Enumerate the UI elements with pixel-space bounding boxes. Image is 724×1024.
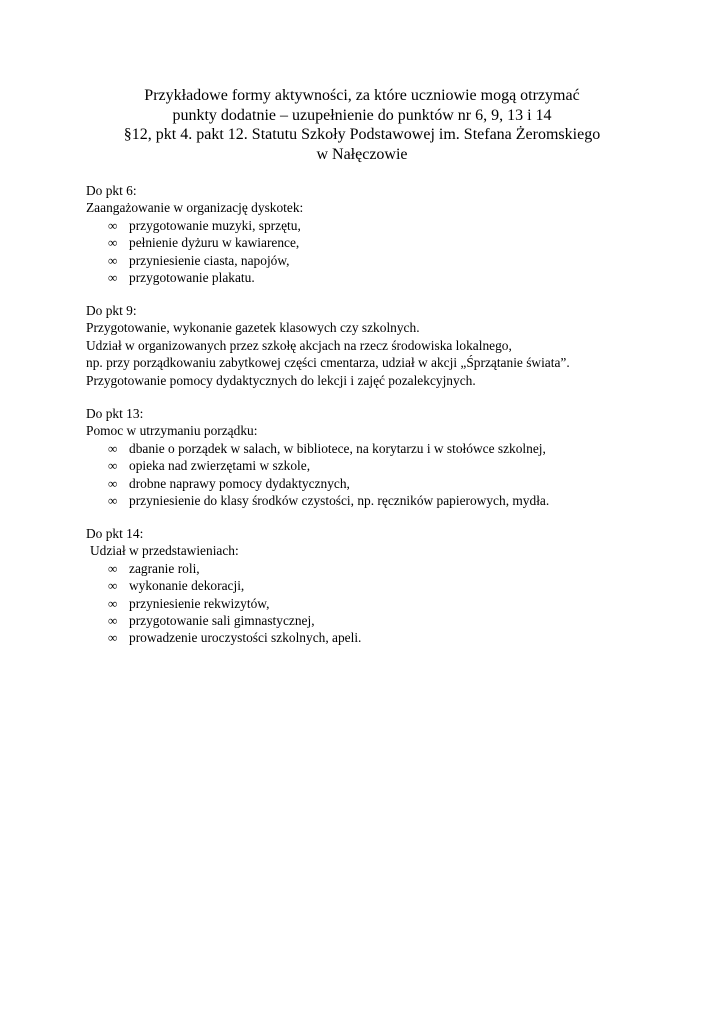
section-pkt-13 [86,405,706,509]
list-item [86,252,706,269]
infinity-bullet-icon: ∞ [108,440,118,456]
infinity-bullet-icon: ∞ [108,475,118,491]
list-item [86,492,706,509]
list-item-text: drobne naprawy pomocy dydaktycznych, [129,475,350,491]
list-item-text: przygotowanie plakatu. [129,270,255,286]
list-item [86,595,706,612]
paragraph-line: Udział w organizowanych przez szkołę akcjach na rzecz środowiska lokalnego, [86,337,512,353]
list-item [86,217,706,234]
list-item-text: przyniesienie do klasy środków czystości, np. ręczników papierowych, mydła. [129,493,550,509]
title-line: §12, pkt 4. pakt 12. Statutu Szkoły Podstawowej im. Stefana Żeromskiego [123,126,601,143]
infinity-bullet-icon: ∞ [108,613,118,629]
list-item-text: przyniesienie ciasta, napojów, [129,252,290,268]
list-item-text: dbanie o porządek w salach, w bibliotece, na korytarzu i w stołówce szkolnej, [129,440,546,456]
bullet-list [86,440,706,510]
bullet-list [86,217,706,287]
list-item [86,457,706,474]
section-heading: Do pkt 13: [86,406,144,421]
section-pkt-14 [86,525,706,647]
infinity-bullet-icon: ∞ [108,217,118,233]
list-item-text: prowadzenie uroczystości szkolnych, apeli. [129,630,362,646]
infinity-bullet-icon: ∞ [108,595,118,611]
infinity-bullet-icon: ∞ [108,235,118,251]
paragraph-line: Przygotowanie pomocy dydaktycznych do lekcji i zajęć pozalekcyjnych. [86,372,476,388]
title-line: w Nałęczowie [316,145,408,163]
list-item-text: przygotowanie muzyki, sprzętu, [129,217,301,233]
section-heading: Do pkt 9: [86,303,137,318]
section-intro: Udział w przedstawieniach: [90,543,239,559]
infinity-bullet-icon: ∞ [108,458,118,474]
paragraph-line: np. przy porządkowaniu zabytkowej części cmentarza, udział w akcji „Śprzątanie świata”. [86,355,570,371]
list-item-text: wykonanie dekoracji, [129,578,245,594]
list-item-text: przygotowanie sali gimnastycznej, [129,613,315,629]
infinity-bullet-icon: ∞ [108,578,118,594]
section-heading: Do pkt 6: [86,183,137,198]
infinity-bullet-icon: ∞ [108,493,118,509]
infinity-bullet-icon: ∞ [108,252,118,268]
title-line: Przykładowe formy aktywności, za które uczniowie mogą otrzymać [144,87,580,104]
infinity-bullet-icon: ∞ [108,270,118,286]
list-item [86,440,706,457]
section-intro: Zaangażowanie w organizację dyskotek: [86,200,304,216]
list-item-text: zagranie roli, [129,560,200,576]
title-line: punkty dodatnie – uzupełnienie do punktów nr 6, 9, 13 i 14 [172,106,552,124]
list-item [86,269,706,286]
list-item [86,629,706,646]
section-intro: Pomoc w utrzymaniu porządku: [86,423,258,439]
section-pkt-6 [86,182,706,286]
list-item [86,577,706,594]
list-item-text: pełnienie dyżuru w kawiarence, [129,235,300,251]
document-title [0,86,724,164]
infinity-bullet-icon: ∞ [108,560,118,576]
bullet-list [86,560,706,647]
list-item-text: przyniesienie rekwizytów, [129,595,270,611]
section-pkt-9 [86,302,706,389]
section-heading: Do pkt 14: [86,526,144,541]
list-item [86,234,706,251]
list-item-text: opieka nad zwierzętami w szkole, [129,458,311,474]
infinity-bullet-icon: ∞ [108,630,118,646]
list-item [86,560,706,577]
list-item [86,475,706,492]
paragraph-line: Przygotowanie, wykonanie gazetek klasowych czy szkolnych. [86,320,420,336]
list-item [86,612,706,629]
